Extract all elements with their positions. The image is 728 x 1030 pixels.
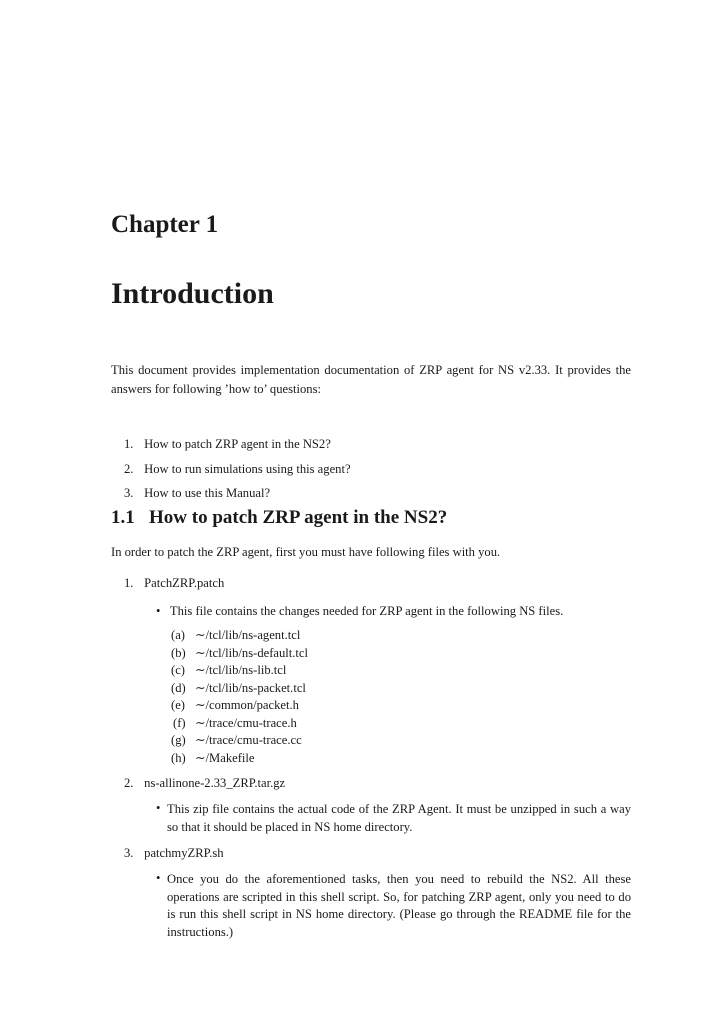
sub-item — [171, 662, 286, 678]
file-path: ∼/tcl/lib/ns-default.tcl — [195, 646, 309, 660]
sub-letter: (c) — [171, 663, 185, 677]
file-path: ∼/Makefile — [195, 751, 255, 765]
chapter-label: Chapter 1 — [111, 211, 219, 238]
bullet-item — [156, 801, 167, 816]
sub-item — [171, 680, 306, 696]
file-name: ns-allinone-2.33_ZRP.tar.gz — [144, 776, 286, 790]
sub-letter: (f) — [173, 716, 186, 730]
chapter-title: Introduction — [111, 277, 274, 310]
sub-item — [171, 627, 300, 643]
section-number: 1.1 — [111, 507, 135, 528]
bullet-icon: • — [156, 604, 161, 618]
list-number: 3. — [124, 846, 134, 860]
bullet-text: This zip file contains the actual code of the ZRP Agent. It must be unzipped in such a way so that it should be placed in NS home directory. — [167, 802, 631, 834]
list-number: 1. — [124, 576, 134, 590]
bullet-icon: • — [156, 801, 161, 815]
section-intro: In order to patch the ZRP agent, first you must have following files with you. — [111, 545, 501, 559]
file-path: ∼/tcl/lib/ns-agent.tcl — [195, 628, 301, 642]
list-item — [124, 486, 270, 501]
list-number: 3. — [124, 486, 134, 500]
file-path: ∼/tcl/lib/ns-packet.tcl — [195, 681, 306, 695]
bullet-item — [156, 871, 167, 886]
list-text: How to patch ZRP agent in the NS2? — [144, 437, 331, 451]
sub-item — [171, 645, 308, 661]
file-name: PatchZRP.patch — [144, 576, 225, 590]
bullet-item — [156, 604, 563, 619]
list-number: 2. — [124, 776, 134, 790]
sub-item — [171, 750, 255, 766]
list-item — [124, 576, 224, 591]
file-name: patchmyZRP.sh — [144, 846, 224, 860]
list-text: How to use this Manual? — [144, 486, 271, 500]
list-item — [124, 846, 224, 861]
file-path: ∼/tcl/lib/ns-lib.tcl — [195, 663, 287, 677]
sub-item — [171, 715, 297, 731]
bullet-icon: • — [156, 871, 161, 885]
sub-letter: (a) — [171, 628, 185, 642]
intro-paragraph: This document provides implementation documentation of ZRP agent for NS v2.33. It provides the answers for following ’how to’ questions: — [111, 363, 631, 396]
bullet-text: This file contains the changes needed for ZRP agent in the following NS files. — [169, 604, 564, 618]
list-item — [124, 437, 331, 452]
list-item — [124, 462, 351, 477]
list-item — [124, 776, 285, 791]
file-path: ∼/trace/cmu-trace.h — [195, 716, 297, 730]
sub-letter: (e) — [171, 698, 185, 712]
bullet-text: Once you do the aforementioned tasks, then you need to rebuild the NS2. All these operations are scripted in this shell script. So, for patching ZRP agent, only you need to do is run this shell script in NS home directory. (Please go through the README file for the instructions.) — [167, 872, 631, 939]
sub-letter: (h) — [171, 751, 186, 765]
file-path: ∼/common/packet.h — [195, 698, 299, 712]
sub-letter: (g) — [171, 733, 186, 747]
file-path: ∼/trace/cmu-trace.cc — [195, 733, 302, 747]
list-number: 1. — [124, 437, 134, 451]
section-heading — [111, 507, 447, 529]
section-title: How to patch ZRP agent in the NS2? — [149, 507, 448, 528]
sub-letter: (d) — [171, 681, 186, 695]
list-text: How to run simulations using this agent? — [144, 462, 351, 476]
sub-item — [171, 732, 302, 748]
sub-item — [171, 697, 299, 713]
list-number: 2. — [124, 462, 134, 476]
sub-letter: (b) — [171, 646, 186, 660]
